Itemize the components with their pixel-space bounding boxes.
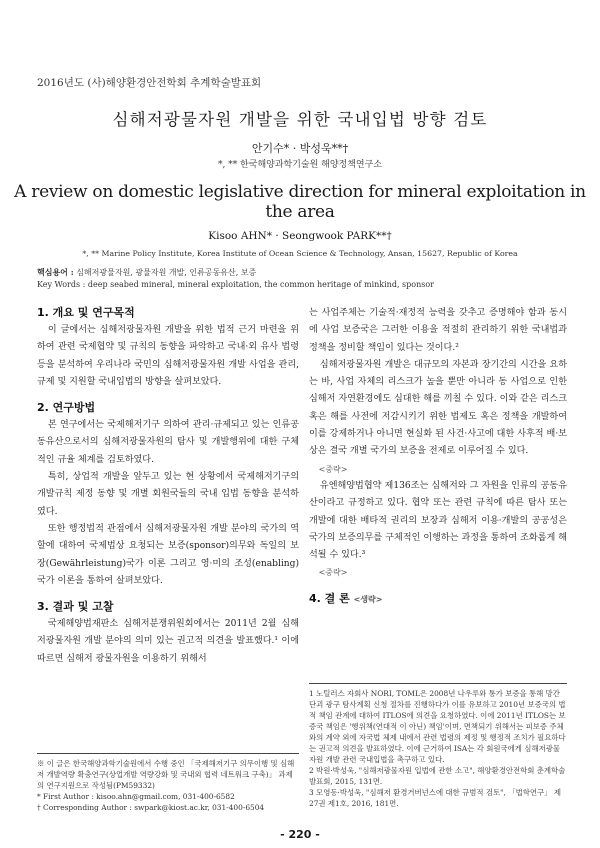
section-3-paragraph-2: 심해저광물자원 개발은 대규모의 자본과 장기간의 시간을 요하는 바, 사업 자체의 리스크가 높을 뿐만 아니라 동 사업으로 인한 심해저 자연환경에도 심대한 해를 끼칠 수 있다. 이와 같은 리스크 혹은 해를 사전에 저감시키기 위한 법제도 혹은 정책을 개발하여 이를 강제하거나 아니면 현실화 된 사건·사고에 대한 사후적 배·보상은 결국 개별 국가의 보증을 전제로 이루어질 수 있다.	[309, 359, 567, 457]
page-number: - 220 -	[280, 828, 320, 841]
keywords-korean-label: 핵심용어 :	[37, 267, 74, 277]
keywords-korean	[37, 266, 434, 279]
left-column	[37, 305, 299, 668]
keywords-korean-text: 심해저광물자원, 광물자원 개발, 인류공동유산, 보증	[76, 268, 257, 277]
footnotes-left	[37, 753, 299, 813]
footnote-3: 3 모영동·박성욱, "심해저 환경거버넌스에 대한 규범적 검토", 「법학연구」 제27권 제1호, 2016, 181면.	[309, 788, 562, 808]
english-title: A review on domestic legislative direction for mineral exploitation in the area	[14, 182, 586, 222]
funding-note: ※ 이 글은 한국해양과학기술원에서 수행 중인 「국제해저기구 의무이행 및 심해저 개발역량 확충연구(상업개발 역량강화 및 국내외 협력 네트워크 구축)」 과제의 연구지원으로 작성됨(PM59332)	[37, 759, 295, 790]
section-4-title: 4. 결 론	[309, 591, 350, 605]
section-3-continued: 는 사업주체는 기술적·재정적 능력을 갖추고 증명해야 함과 동시에 사업 보증국은 그러한 이용을 적절히 관리하기 위한 국내법과 정책을 정비할 책임이 있다는 것이다.²	[309, 308, 567, 353]
section-3-paragraph: 국제해양법재판소 심해저분쟁위원회에서는 2011년 2월 심해저광물자원 개발 분야의 의미 있는 권고적 의견을 발표했다.¹ 이에 따르면 심해저 광물자원을 이용하기 위해서	[37, 619, 299, 664]
section-2-paragraph-1: 본 연구에서는 국제해저기구 의하여 관리·규제되고 있는 인류공동유산으로서의 심해저광물자원의 탐사 및 개발행위에 대한 구체적인 규율 체계를 검토하였다.	[37, 420, 299, 465]
section-2-paragraph-2: 특히, 상업적 개발을 앞두고 있는 현 상황에서 국제해저기구의 개발규칙 제정 동향 및 개별 회원국들의 국내 입법 동향을 분석하였다.	[37, 472, 299, 517]
section-1-heading: 1. 개요 및 연구목적	[37, 306, 135, 319]
section-2-heading: 2. 연구방법	[37, 401, 96, 415]
right-column	[309, 305, 567, 609]
section-1-paragraph: 이 글에서는 심해저광물자원 개발을 위한 법적 근거 마련을 위하여 관련 국제협약 및 규칙의 동향을 파악하고 국내·외 유사 법령 등을 분석하여 우리나라 국민의 심해저광물자원 개발 사업을 관리, 규제 및 지원할 국내입법의 방향을 살펴보았다.	[37, 325, 299, 387]
footnotes-right	[309, 683, 567, 809]
section-3-paragraph-3: 유엔해양법협약 제136조는 심해저와 그 자원을 인류의 공동유산이라고 규정하고 있다. 협약 또는 관련 규칙에 따른 탐사 또는 개발에 대한 배타적 권리의 보장과 심해저 이용·개발의 공공성은 국가의 보증의무를 구체적인 이행하는 과정을 통하여 조화롭게 해석될 수 있다.³	[309, 480, 567, 561]
corresponding-author-note: † Corresponding Author : swpark@kiost.ac.kr, 031-400-6504	[37, 803, 265, 812]
keywords-english	[37, 279, 434, 291]
korean-authors: 안기수* · 박성욱**†	[251, 142, 349, 155]
section-4-omitted: <생략>	[353, 594, 383, 604]
english-authors: Kisoo AHN* · Seongwook PARK**†	[208, 230, 392, 242]
omission-note-1: <중략>	[318, 464, 348, 474]
footnote-2: 2 박원·박성욱, "심해저광물자원 입법에 관한 소고", 해양환경안전학회 춘계학술발표회, 2015, 131면.	[309, 766, 566, 786]
footnote-1: 1 노틸러스 자회사 NORI, TOML은 2008년 나우루와 통가 보증을 통해 망간단괴 광구 탐사계획 신청 절차를 진행하다가 이를 유보하고 2010년 보증국의 법적 책임 관계에 대하여 ITLOS에 의견을 요청하였다. 이에 2011년 ITLOS는 보증국 책임은 '행위책(연대적 이 아닌) 책임'이며, 면책되기 위해서는 피보증 주체와의 계약 외에 자국법 체제 내에서 관련 법령의 제정 및 행정적 조치가 필요하다는 권고적 의견을 발표하였다. 이에 근거하여 ISA는 각 회원국에게 심해저광물자원 개발 관련 국내입법을 촉구하고 있다.	[309, 689, 566, 764]
keywords-english-text: deep seabed mineral, mineral exploitation, the common heritage of minkind, sponsor	[87, 280, 434, 289]
english-affiliation: *, ** Marine Policy Institute, Korea Institute of Ocean Science & Technology, Ansan, 15627, Republic of Korea	[82, 249, 518, 258]
korean-title: 심해저광물자원 개발을 위한 국내입법 방향 검토	[112, 110, 488, 129]
section-4-heading	[309, 591, 567, 608]
omission-note-2: <중략>	[318, 568, 348, 578]
keywords-english-label: Key Words :	[37, 280, 86, 289]
section-3-heading: 3. 결과 및 고찰	[37, 600, 114, 614]
keywords-block	[37, 266, 434, 291]
conference-name: 2016년도 (사)해양환경안전학회 추계학술발표회	[37, 77, 262, 89]
section-2-paragraph-3: 또한 행정법적 관점에서 심해저광물자원 개발 분야의 국가의 역할에 대하여 국제법상 요청되는 보증(sponsor)의무와 독일의 보장(Gewährleistung)국가 이론 그리고 영·미의 조성(enabling)국가 이론을 통하여 살펴보았다.	[37, 523, 299, 586]
first-author-note: * First Author : kisoo.ahn@gmail.com, 031-400-6582	[37, 792, 235, 801]
korean-affiliation: *, ** 한국해양과학기술원 해양정책연구소	[217, 160, 383, 170]
